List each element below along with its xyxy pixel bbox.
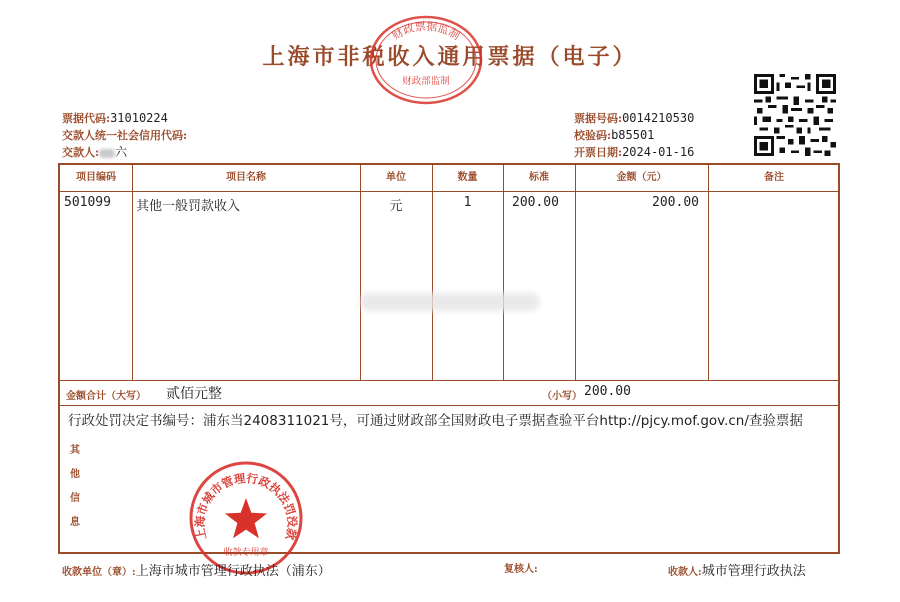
bill-table	[58, 163, 840, 554]
issue-date-value: 2024-01-16	[622, 145, 695, 159]
qr-code	[752, 74, 838, 156]
payer-credit-code-field: 交款人统一社会信用代码:	[62, 129, 188, 142]
header-unit: 单位	[386, 172, 406, 183]
total-uppercase-label: 金额合计（大写）	[66, 391, 146, 402]
header-quantity: 数量	[457, 172, 478, 183]
finance-seal-top	[368, 14, 484, 106]
payee-field: 收款人:城市管理行政执法	[668, 564, 806, 579]
row-item-code: 501099	[64, 195, 111, 210]
top-seal-inner-text: 财政部监制	[402, 76, 450, 87]
header-item-name: 项目名称	[226, 172, 266, 183]
row-item-name: 其他一般罚款收入	[136, 199, 241, 214]
payee-seal-ring-text: 上海市城市管理行政执法罚没款	[192, 471, 300, 542]
header-amount: 金额（元）	[616, 172, 667, 183]
payer-field: 交款人: 六	[62, 145, 128, 159]
seal-star-icon	[225, 498, 267, 538]
header-standard: 标准	[529, 172, 549, 183]
bill-code-field: 票据代码:31010224	[62, 111, 168, 125]
other-info-text: 行政处罚决定书编号：浦东当2408311021号，可通过财政部全国财政电子票据查验平台http://pjcy.mof.gov.cn/查验票据	[68, 413, 803, 429]
payee-value: 城市管理行政执法	[701, 564, 806, 579]
total-small-label: （小写）	[542, 391, 582, 402]
row-amount: 200.00	[652, 195, 699, 210]
issue-date-field: 开票日期:2024-01-16	[574, 145, 695, 159]
bill-number-field: 票据号码:0014210530	[574, 111, 695, 125]
blurred-watermark	[360, 293, 540, 311]
other-info-label: 其他信息	[70, 445, 80, 528]
payer-value: 六	[115, 145, 128, 159]
check-code-value: b85501	[611, 128, 655, 142]
payee-seal	[186, 460, 306, 576]
payee-unit-value: 上海市城市管理行政执法（浦东）	[135, 564, 331, 579]
redacted-name	[99, 149, 115, 158]
header-remark: 备注	[764, 172, 784, 183]
row-quantity: 1	[463, 195, 472, 210]
payee-seal-center-text: 收款专用章	[223, 548, 269, 558]
reviewer-field: 复核人:	[504, 564, 538, 575]
check-code-field: 校验码:b85501	[574, 128, 655, 142]
row-standard: 200.00	[512, 195, 559, 210]
document-title: 上海市非税收入通用票据（电子）	[262, 44, 638, 70]
header-item-code: 项目编码	[76, 172, 116, 183]
top-seal-arc-text: 财政票据监制	[389, 19, 463, 43]
total-small-value: 200.00	[584, 384, 631, 399]
row-unit: 元	[389, 199, 403, 214]
payee-unit-field: 收款单位（章）:上海市城市管理行政执法（浦东）	[62, 564, 331, 579]
bill-code-value: 31010224	[110, 111, 168, 125]
bill-number-value: 0014210530	[622, 111, 695, 125]
total-uppercase-value: 贰佰元整	[166, 386, 222, 402]
